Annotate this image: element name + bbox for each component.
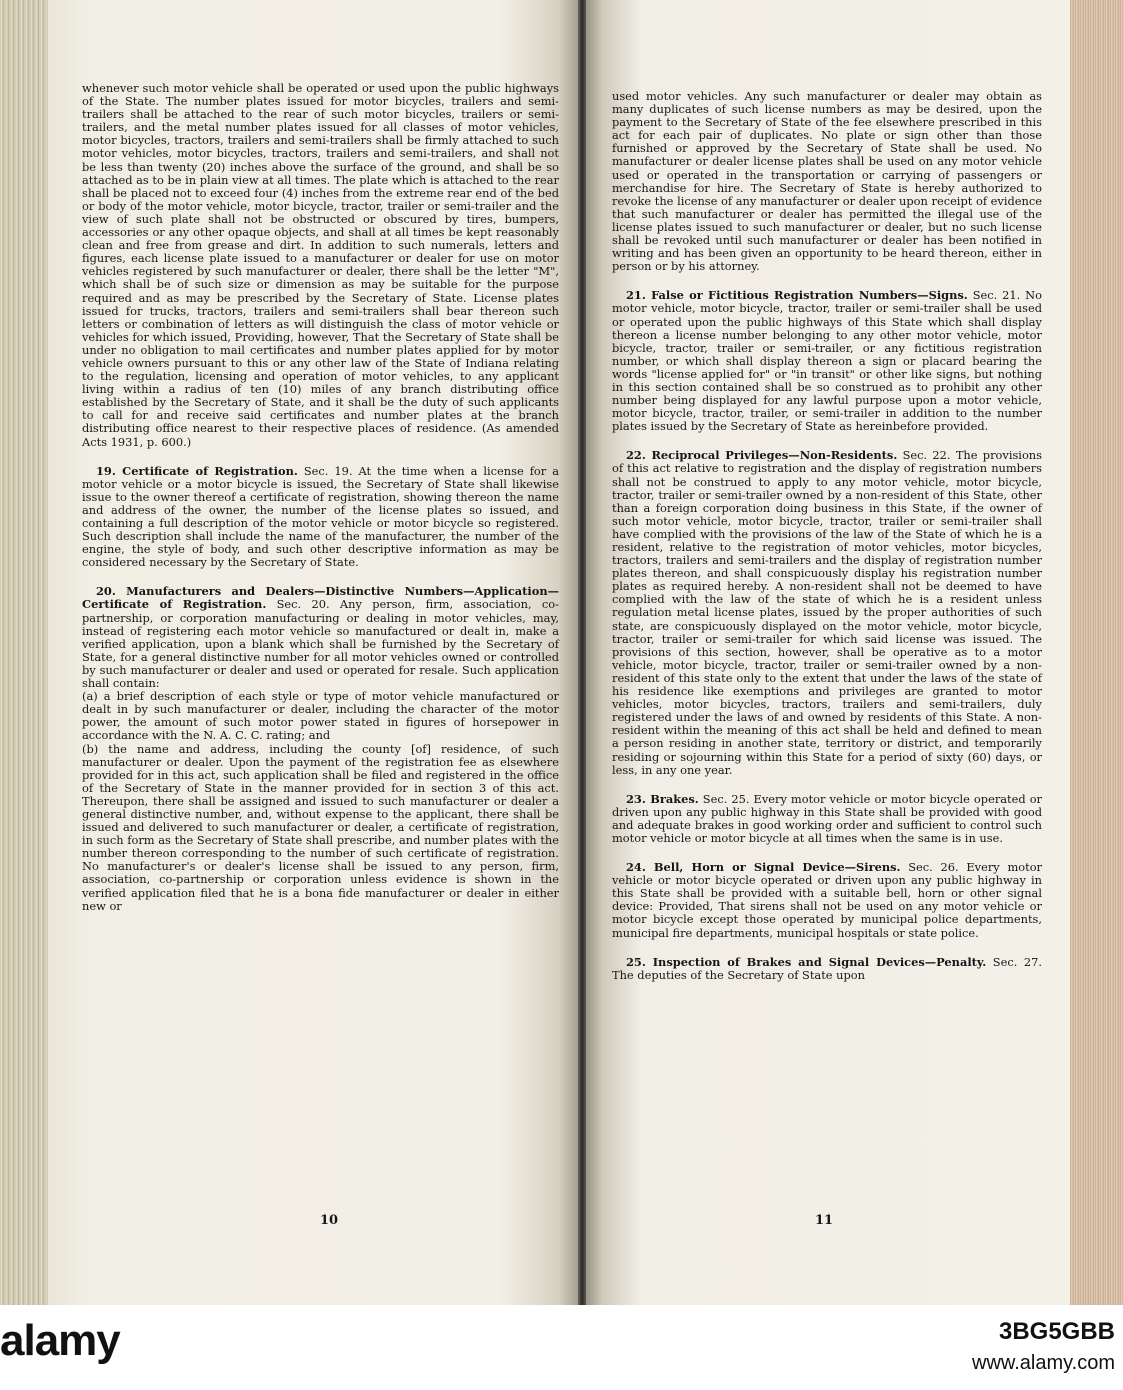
section-21	[612, 289, 1042, 433]
alamy-logo: alamy	[0, 1316, 120, 1365]
section-21-body: Sec. 21. No motor vehicle, motor bicycle, tractor, trailer or semi-trailer shall be used or operated upon the public highways of this State which shall display thereon a license number belonging to any other motor vehicle, motor bicycle, tractor, trailer or semi-trailer, or any fictitious registration number, or which shall display thereon a sign or placard bearing the words "license applied for" or "in transit" or other like signs, but nothing in this section contained shall be so construed as to prohibit any other number being displayed for any lawful purpose upon a motor vehicle, motor bicycle, tractor, trailer, or semi-trailer in addition to the number plates issued by the Secretary of State as hereinbefore provided.	[612, 288, 1042, 434]
continued-paragraph: whenever such motor vehicle shall be operated or used upon the public highways of the State. The number plates issued for motor bicycles, trailers and semi-trailers shall be attached to the rear of such motor bicycles, trailers or semi-trailers, and the metal number plates issued for all classes of motor vehicles, motor bicycles, tractors, trailers and semi-trailers shall be firmly attached to such motor vehicles, motor bicycles, tractors, trailers and semi-trailers, and shall not be less than twenty (20) inches above the surface of the ground, and shall be so attached as to be in plain view at all times. The plate which is attached to the rear shall be placed not to exceed four (4) inches from the extreme rear end of the bed or body of the motor vehicle, motor bicycle, tractor, trailer or semi-trailer and the view of such plate shall not be obstructed or obscured by tires, bumpers, accessories or any other opaque objects, and shall at all times be kept reasonably clean and free from grease and dirt. In addition to such numerals, letters and figures, each license plate issued to a manufacturer or dealer for use on motor vehicles registered by such manufacturer or dealer, there shall be the letter "M", which shall be of such size or dimension as may be suitable for the purpose required and as may be prescribed by the Secretary of State. License plates issued for trucks, tractors, trailers and semi-trailers shall bear thereon such letters or combination of letters as will distinguish the class of motor vehicle or vehicles for which issued, Providing, however, That the Secretary of State shall be under no obligation to mail certificates and number plates applied for by motor vehicle owners pursuant to this or any other law of the State of Indiana relating to the regulation, licensing and operation of motor vehicles, to any applicant living within a radius of ten (10) miles of any branch distributing office established by the Secretary of State, and it shall be the duty of such applicants to call for and receive said certificates and number plates at the branch distributing office nearest to their respective places of residence. (As amended Acts 1931, p. 600.)	[82, 81, 559, 449]
section-23	[612, 793, 1042, 845]
section-24-heading: 24. Bell, Horn or Signal Device—Sirens.	[626, 860, 901, 875]
section-24-body: Sec. 26. Every motor vehicle or motor bicycle operated or driven upon any public highway in this State shall be provided with a suitable bell, horn or other signal device: Provided, That sirens shall not be used on any motor vehicle or motor bicycle except those operated by municipal police departments, municipal fire departments, municipal hospitals or state police.	[612, 860, 1042, 940]
section-25	[612, 956, 1042, 982]
section-23-heading: 23. Brakes.	[626, 791, 699, 806]
section-22-heading: 22. Reciprocal Privileges—Non-Residents.	[626, 448, 898, 463]
section-19-body: Sec. 19. At the time when a license for a motor vehicle or a motor bicycle is issued, the Secretary of State shall likewise issue to the owner thereof a certificate of registration, showing thereon the name and address of the owner, the number of the license plates so issued, and containing a full description of the motor vehicle or motor bicycle so registered. Such description shall include the name of the manufacturer, the number of the engine, the style of body, and such other descriptive information as may be considered necessary by the Secretary of State.	[82, 463, 560, 570]
section-22-body: Sec. 22. The provisions of this act relative to registration and the display of registration numbers shall not be construed to apply to any motor vehicle, motor bicycle, tractor, trailer or semi-trailer owned by a non-resident of this State, other than a foreign corporation doing business in this State, if the owner of such motor vehicle, motor bicycle, tractor, trailer or semi-trailer shall have complied with the provisions of the law of the State of which he is a resident, relative to the registration of motor vehicles, motor bicycles, tractors, trailers and semi-trailers and the display of registration number plates thereon, and shall conspicuously display his registration number plates as required hereby. A non-resident shall not be deemed to have complied with the law of the state of which he is a resident unless regulation metal license plates, issued by the proper authorities of such state, are conspicuously displayed on the motor vehicle, motor bicycle, tractor, trailer or semi-trailer for which said license was issued. The provisions of this section, however, shall be operative as to a motor vehicle, motor bicycle, tractor, trailer or semi-trailer owned by a non-resident of this state only to the extent that under the laws of the state of his residence like exemptions and privileges are granted to motor vehicles, motor bicycles, tractors, trailers and semi-trailers, duly registered under the laws of and owned by residents of this State. A non-resident within the meaning of this act shall be held and defined to mean a person residing in another state, territory or district, and temporarily residing or sojourning within this State for a period of sixty (60) days, or less, in any one year.	[612, 448, 1042, 777]
section-19	[82, 465, 559, 570]
left-page-text	[82, 82, 559, 929]
section-20-item-b: (b) the name and address, including the county [of] residence, of such manufacturer or dealer. Upon the payment of the registration fee as elsewhere provided for in this act, such application shall be filed and registered in the office of the Secretary of State in the manner provided for in section 3 of this act. Thereupon, there shall be assigned and issued to such manufacturer or dealer a general distinctive number, and, without expense to the applicant, there shall be issued and delivered to such manufacturer or dealer, a certificate of registration, in such form as the Secretary of State shall prescribe, and number plates with the number thereon corresponding to the number of such certificate of registration. No manufacturer's or dealer's license shall be issued to any person, firm, association, co-partnership or corporation unless evidence is shown in the verified application filed that he is a bona fide manufacturer or dealer in either new or	[82, 741, 559, 913]
section-22	[612, 449, 1042, 776]
section-20	[82, 585, 559, 690]
watermark-strip	[0, 1305, 1123, 1390]
section-23-body: Sec. 25. Every motor vehicle or motor bicycle operated or driven upon any public highway in this State shall be provided with good and adequate brakes in good working order and sufficient to control such motor vehicle or motor bicycle at all times when the same is in use.	[612, 791, 1043, 845]
image-id: 3BG5GBB	[998, 1318, 1115, 1345]
left-page-edges	[0, 0, 48, 1305]
section-25-body: Sec. 27. The deputies of the Secretary of State upon	[612, 954, 1043, 982]
section-19-heading: 19. Certificate of Registration.	[96, 463, 298, 478]
section-21-heading: 21. False or Fictitious Registration Numbers—Signs.	[626, 288, 968, 303]
right-page-text	[612, 90, 1042, 998]
section-25-heading: 25. Inspection of Brakes and Signal Devices—Penalty.	[626, 954, 987, 969]
right-page-number: 11	[815, 1213, 834, 1228]
section-24	[612, 861, 1042, 940]
section-20-body: Sec. 20. Any person, firm, association, co-partnership, or corporation manufacturing or dealing in motor vehicles, may, instead of registering each motor vehicle so manufactured or dealt in, make a verified application, upon a blank which shall be furnished by the Secretary of State, for a general distinctive number for all motor vehicles owned or controlled by such manufacturer or dealer and used or operated for resale. Such application shall contain:	[82, 597, 559, 691]
watermark-url: www.alamy.com	[972, 1352, 1115, 1374]
right-page-edges	[1070, 0, 1123, 1305]
section-20-item-a: (a) a brief description of each style or type of motor vehicle manufactured or dealt in by such manufacturer or dealer, including the character of the motor power, the amount of such motor power stated in figures of horsepower in accordance with the N. A. C. C. rating; and	[82, 689, 559, 743]
section-20-heading: 20. Manufacturers and Dealers—Distinctive Numbers—Application—Certificate of Registration.	[82, 584, 559, 612]
continued-paragraph: used motor vehicles. Any such manufacturer or dealer may obtain as many duplicates of such license numbers as may be desired, upon the payment to the Secretary of State of the fee elsewhere prescribed in this act for each pair of duplicates. No plate or sign other than those furnished or approved by the Secretary of State shall be used. No manufacturer or dealer license plates shall be used on any motor vehicle used or operated in the transportation or carrying of passengers or merchandise for hire. The Secretary of State is hereby authorized to revoke the license of any manufacturer or dealer upon receipt of evidence that such manufacturer or dealer has permitted the illegal use of the license plates issued to such manufacturer or dealer, but no such license shall be revoked until such manufacturer or dealer has been notified in writing and has been given an opportunity to be heard thereon, either in person or by his attorney.	[612, 89, 1042, 274]
left-page-number: 10	[320, 1213, 339, 1228]
book-gutter	[578, 0, 586, 1305]
